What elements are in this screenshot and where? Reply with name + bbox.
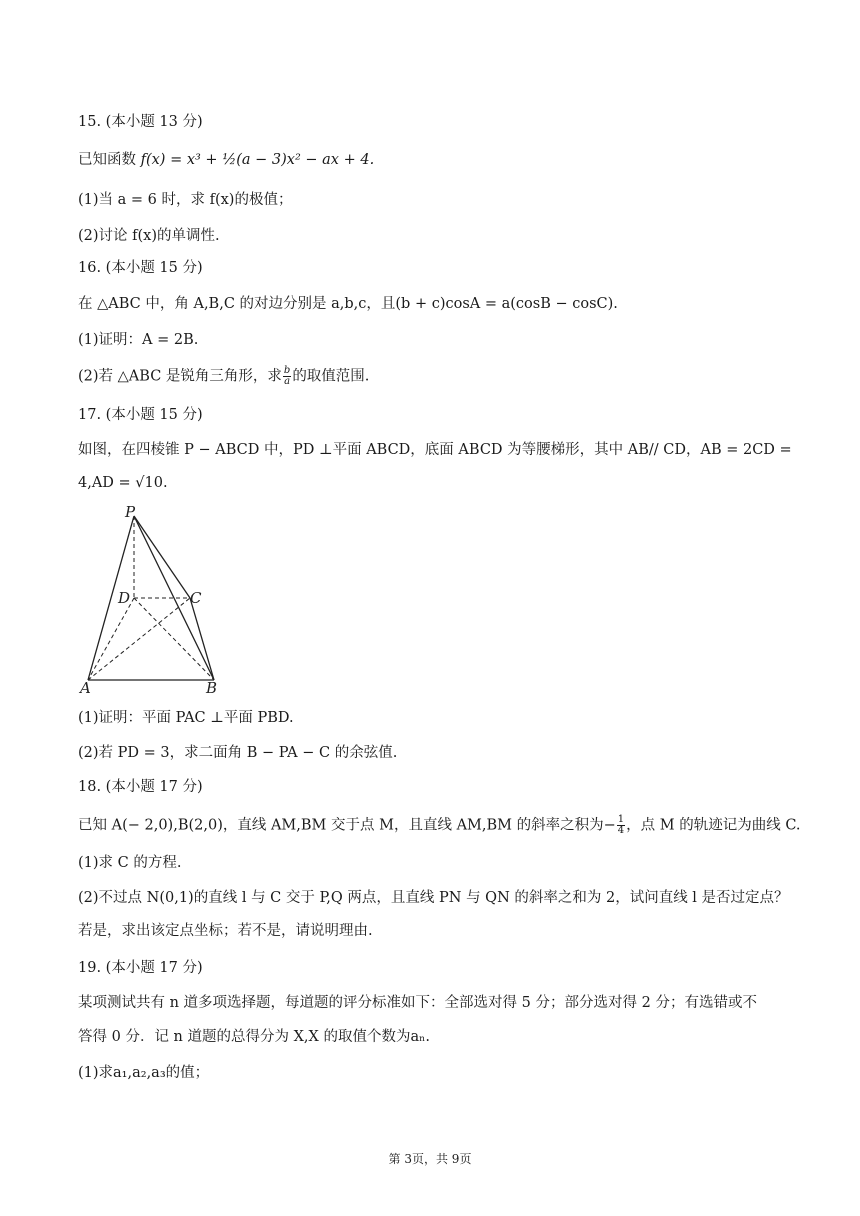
fraction-numerator: 1 xyxy=(617,814,625,825)
edge-PB xyxy=(134,516,214,680)
edge-PC xyxy=(134,516,190,598)
q17-header: 17. (本小题 15 分) xyxy=(78,407,203,423)
q18-sub1: (1)求 C 的方程. xyxy=(78,855,182,871)
label-P: P xyxy=(125,503,136,521)
label-B: B xyxy=(206,679,218,697)
q17-sub1: (1)证明：平面 PAC ⊥平面 PBD. xyxy=(78,710,294,726)
q18-stem-prefix: 已知 A(− 2,0),B(2,0)，直线 AM,BM 交于点 M，且直线 AM,BM 的斜率之积为− xyxy=(78,817,616,834)
q19-header: 19. (本小题 17 分) xyxy=(78,960,203,976)
q17-sub2: (2)若 PD = 3，求二面角 B − PA − C 的余弦值. xyxy=(78,745,398,761)
label-D: D xyxy=(118,589,131,607)
q16-stem: 在 △ABC 中，角 A,B,C 的对边分别是 a,b,c，且(b + c)cosA = a(cosB − cosC). xyxy=(78,296,618,312)
q15-stem-prefix: 已知函数 xyxy=(78,152,141,168)
pyramid-figure xyxy=(70,498,230,698)
q17-stem-line1: 如图，在四棱锥 P − ABCD 中，PD ⊥平面 ABCD，底面 ABCD 为等腰梯形，其中 AB// CD，AB = 2CD = xyxy=(78,442,792,458)
fraction-denominator: 4 xyxy=(617,825,625,836)
page-footer: 第 3页，共 9页 xyxy=(388,1152,472,1166)
q15-sub2: (2)讨论 f(x)的单调性. xyxy=(78,228,220,244)
q19-stem-line2: 答得 0 分．记 n 道题的总得分为 X,X 的取值个数为aₙ. xyxy=(78,1029,430,1045)
q16-sub2-fraction xyxy=(283,366,291,387)
fraction-numerator: b xyxy=(283,365,291,376)
q16-sub2-suffix: 的取值范围. xyxy=(292,368,370,385)
q16-header: 16. (本小题 15 分) xyxy=(78,260,203,276)
edge-AC xyxy=(88,598,190,680)
q19-sub1: (1)求a₁,a₂,a₃的值； xyxy=(78,1065,210,1081)
q18-stem-suffix: ，点 M 的轨迹记为曲线 C. xyxy=(626,817,801,834)
q15-sub1: (1)当 a = 6 时，求 f(x)的极值； xyxy=(78,192,293,208)
edge-DA xyxy=(88,598,134,680)
q16-sub2-prefix: (2)若 △ABC 是锐角三角形，求 xyxy=(78,368,282,385)
q16-sub1: (1)证明：A = 2B. xyxy=(78,332,199,348)
q18-stem-fraction xyxy=(617,815,625,836)
q19-stem-line1: 某项测试共有 n 道多项选择题，每道题的评分标准如下：全部选对得 5 分；部分选对得 2 分；有选错或不 xyxy=(78,995,757,1011)
q15-stem xyxy=(78,150,782,170)
q18-stem xyxy=(78,814,801,836)
q15-header: 15. (本小题 13 分) xyxy=(78,114,203,130)
q17-stem-line2: 4,AD = √10. xyxy=(78,475,168,491)
label-C: C xyxy=(190,589,202,607)
q18-header: 18. (本小题 17 分) xyxy=(78,779,203,795)
q15-stem-formula: f(x) = x³ + ½(a − 3)x² − ax + 4. xyxy=(140,152,375,168)
q18-sub2-line1: (2)不过点 N(0,1)的直线 l 与 C 交于 P,Q 两点，且直线 PN 与 QN 的斜率之和为 2，试问直线 l 是否过定点？ xyxy=(78,890,789,906)
q18-sub2-line2: 若是，求出该定点坐标；若不是，请说明理由. xyxy=(78,923,373,939)
q16-sub2 xyxy=(78,366,782,387)
label-A: A xyxy=(80,679,91,697)
fraction-denominator: a xyxy=(284,376,291,387)
